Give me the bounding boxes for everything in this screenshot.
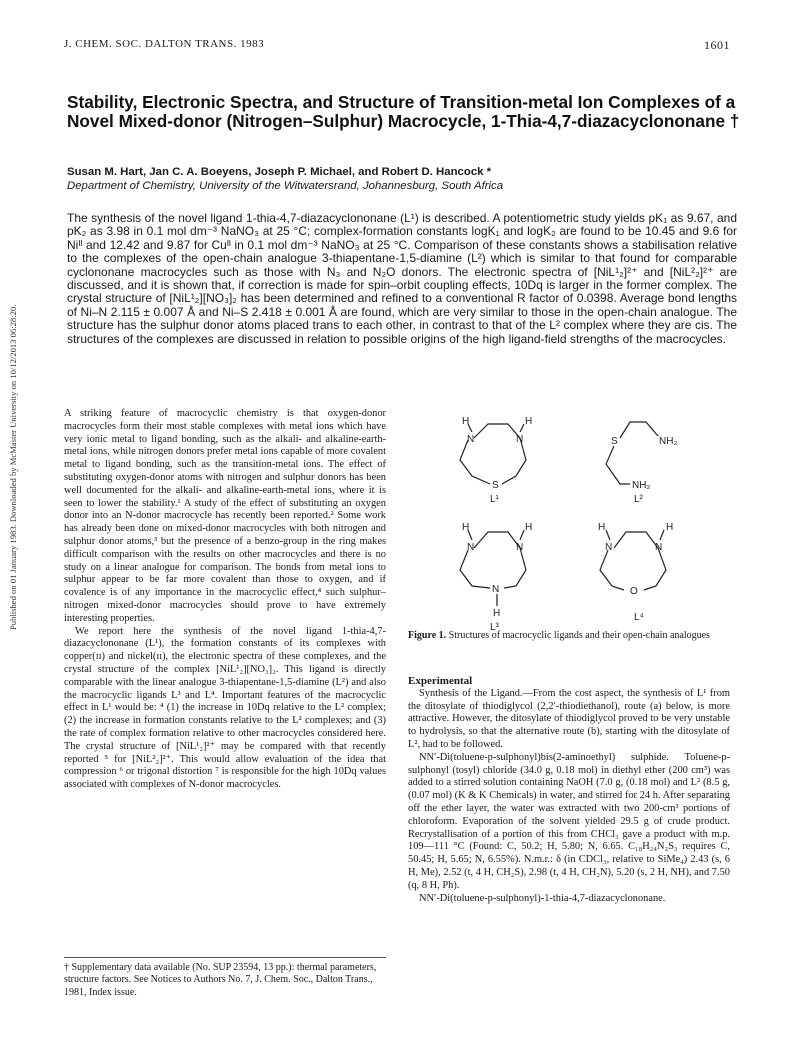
left-column [64, 408, 386, 792]
l4-n-left: N [605, 542, 613, 553]
l1-h-right: H [525, 416, 533, 427]
l3-h-left: H [462, 522, 470, 533]
caption-text: Structures of macrocyclic ligands and their open-chain analogues [448, 630, 710, 641]
l4-o: O [630, 586, 638, 597]
l3-n-bottom: N [492, 584, 500, 595]
l4-n-right: N [655, 542, 663, 553]
article-title: Stability, Electronic Spectra, and Structure of Transition-metal Ion Complexes of a Novel Mixed-donor (Nitrogen–Sulphur) Macrocycle, 1-Thia-4,7-diazacyclononane † [67, 92, 740, 131]
intro-paragraph-1: A striking feature of macrocyclic chemistry is that oxygen-donor macrocycles form their most stable complexes with metal ions which have very ionic metal to ligand bonding, such as the alkali- and alkaline-earth-metal ions, while nitrogen donors prefer metal ions capable of more covalent metal to ligand bonding, such as the transition-metal ions. The effect of substituting oxygen-donor atoms with nitrogen and sulphur donors has been well documented for the alkali- and alkaline-earth-metal ions, where it is seen to lower the stability.¹ A study of the effect of substituting an oxygen donor into an N-donor macrocycle has recently been reported.² Some work has already been done on mixed-donor macrocycles with both nitrogen and sulphur donor atoms,³ but the presence of a benzo-group in the ring makes difficult comparison with the results on other macrocycles and there is no study on a linear analogue for comparison. The bonds from metal ions to sulphur appear to be far more covalent than those to oxygen, and if covalence is of any importance in the macrocyclic effect,⁴ such sulphur–nitrogen mixed-donor macrocycles should prove to have extremely interesting properties. [64, 408, 386, 624]
l1-s: S [492, 480, 499, 491]
figure-caption [408, 630, 730, 642]
exp-paragraph-2: NN′-Di(toluene-p-sulphonyl)bis(2-aminoethyl) sulphide. Toluene-p-sulphonyl (tosyl) chloride (34.0 g, 0.18 mol) in diethyl ether (200 cm³) was added to a stirred solution containing NaOH (7.0 g, (0.18 mol) and L² (8.5 g, (0.07 mol) (K & K Chemicals) in water, and stirred for 24 h. After separating off the ether layer, the water was extracted with two 200-cm³ portions of chloroform. Evaporation of the solvent yielded 29.5 g of crude product. Recrystallisation of a portion of this from CHCl₃ gave a product with m.p. 109—111 °C (Found: C, 50.2; H, 5.80; N, 6.65. C₁₈H₂₄N₂S₃ requires C, 50.45; H, 5.65; N, 6.55%). N.m.r.: δ (in CDCl₃, relative to SiMe₄) 2.43 (s, 6 H, Me), 2.52 (t, 4 H, CH₂S), 2.98 (t, 4 H, CH₂N), 5.20 (s, 2 H, NH), and 7.50 (q, 8 H, Ph). [408, 751, 730, 891]
label-l2: L² [634, 494, 643, 505]
label-l4: L⁴ [634, 612, 644, 623]
footnote: † Supplementary data available (No. SUP 23594, 13 pp.): thermal parameters, structure factors. See Notices to Authors No. 7, J. Chem. Soc., Dalton Trans., 1981, Index issue. [64, 962, 377, 998]
affiliation: Department of Chemistry, University of the Witwatersrand, Johannesburg, South Africa [67, 180, 504, 192]
l1-n-left: N [467, 434, 475, 445]
l4-h-left: H [598, 522, 606, 533]
page-number: 1601 [704, 38, 730, 52]
l3-h-right: H [525, 522, 533, 533]
abstract: The synthesis of the novel ligand 1-thia-4,7-diazacyclononane (L¹) is described. A potentiometric study yields pK₁ as 9.67, and pK₂ as 3.98 in 0.1 mol dm⁻³ NaNO₃ at 25 °C; complex-formation constants logK₁ and logK₂ are found to be 10.45 and 9.6 for Niᴵᴵ and 12.42 and 9.87 for Cuᴵᴵ in 0.1 mol dm⁻³ NaNO₃ at 25 °C. Comparison of these constants shows a stabilisation relative to the complexes of the open-chain analogue 3-thiapentane-1,5-diamine (L²) which is similar to that found for comparable cyclononane macrocycles such as those with N₃ and N₂O donors. The electronic spectra of [NiL¹₂]²⁺ and [NiL²₂]²⁺ are discussed, and it is shown that, if correction is made for spin–orbit coupling effects, 10Dq is larger in the former complex. The crystal structure of [NiL¹₂][NO₃]₂ has been determined and refined to a conventional R factor of 0.0398. Average bond lengths of Ni–N 2.115 ± 0.007 Å and Ni–S 2.418 ± 0.001 Å are found, which are very similar to those in the open-chain analogue. The structure has the sulphur donor atoms placed trans to each other, in contrast to that of the L² complex where they are cis. The structures of the complexes are discussed in relation to possible origins of the high ligand-field strengths of the macrocycles. [67, 211, 737, 346]
right-column [408, 675, 730, 905]
exp-paragraph-3: NN′-Di(toluene-p-sulphonyl)-1-thia-4,7-diazacyclononane. [419, 892, 666, 904]
section-heading: Experimental [408, 675, 473, 687]
l4-h-right: H [666, 522, 674, 533]
l3-n-left: N [467, 542, 475, 553]
l2-nh2-bottom: NH₂ [632, 480, 651, 491]
watermark-text: Published on 01 January 1983. Downloaded by McMaster University on 10/12/2013 06:28:20. [8, 304, 18, 630]
l2-nh2-top: NH₂ [659, 436, 678, 447]
l3-h-bottom: H [493, 608, 501, 619]
figure-structures [408, 402, 730, 633]
authors: Susan M. Hart, Jan C. A. Boeyens, Joseph P. Michael, and Robert D. Hancock * [67, 166, 492, 178]
l3-n-right: N [516, 542, 524, 553]
journal-header: J. CHEM. SOC. DALTON TRANS. 1983 [64, 38, 265, 50]
exp-paragraph-1: Synthesis of the Ligand.—From the cost aspect, the synthesis of L¹ from the ditosylate of thiodiglycol (2,2′-thiodiethanol), route (a) below, is more attractive. However, the ditosylate of thiodiglycol proved to be very unstable to hydrolysis, so that the alternative route (b), starting with the ditosylate of L², had to be followed. [408, 687, 730, 750]
intro-paragraph-2: We report here the synthesis of the novel ligand 1-thia-4,7-diazacyclononane (L¹), the formation constants of its complexes with copper(ɪɪ) and nickel(ɪɪ), the electronic spectra of these complexes, and the crystal structure of the complex [NiL¹₂][NO₃]₂. This ligand is directly comparable with the linear analogue 3-thiapentane-1,5-diamine (L²) and also the macrocyclic ligands L³ and L⁴. Important features of the macrocyclic effect in L¹ would be: ⁴ (1) the increase in 10Dq relative to the L² complex; (2) the increase in formation constants relative to the L² complexes; and (3) the rate of complex formation relative to other macrocycles considered here. The crystal structure of [NiL¹₂]²⁺ may be compared with that recently reported ⁵ for [NiL²₂]²⁺. This would allow evaluation of the idea that compression ⁶ or trigonal distortion ⁷ is responsible for the high 10Dq values associated with complexes of N-donor macrocycles. [64, 625, 386, 791]
caption-label: Figure 1. [408, 630, 447, 641]
l1-n-right: N [516, 434, 524, 445]
label-l1: L¹ [490, 494, 499, 505]
footnote-rule [64, 957, 386, 958]
l1-h-left: H [462, 416, 470, 427]
label-l3: L³ [490, 622, 499, 633]
side-watermark [0, 0, 28, 1055]
l2-s: S [611, 436, 618, 447]
